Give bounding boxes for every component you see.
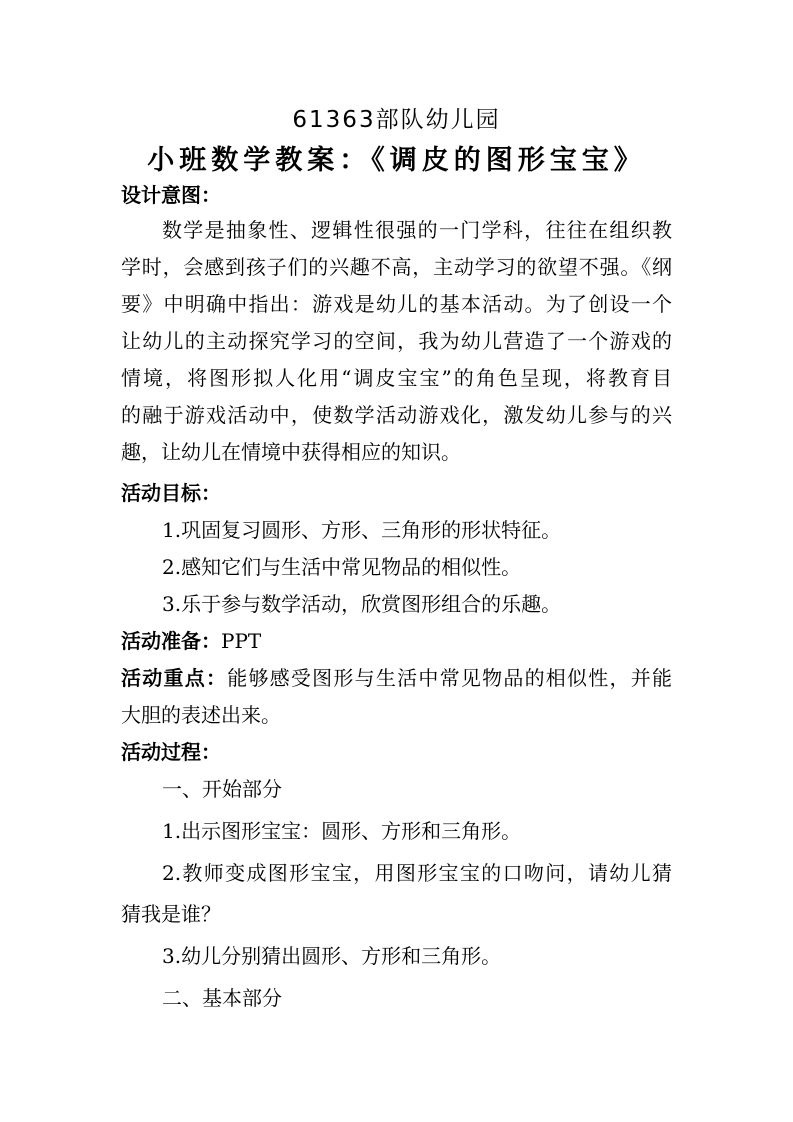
goals-heading: 活动目标： [121,481,221,505]
process-heading: 活动过程： [121,740,221,764]
goal-item: 1.巩固复习圆形、方形、三角形的形状特征。 [162,518,562,542]
goal-item: 2.感知它们与生活中常见物品的相似性。 [162,555,522,579]
design-intent-line: 的融于游戏活动中，使数学活动游戏化，激发幼儿参与的兴 [121,403,672,427]
key-point-line: 大胆的表述出来。 [121,703,281,727]
key-point-heading: 活动重点： [121,666,228,690]
goal-item: 3.乐于参与数学活动，欣赏图形组合的乐趣。 [162,592,562,616]
preparation-heading: 活动准备： [121,629,221,653]
process-item: 1.出示图形宝宝：圆形、方形和三角形。 [162,819,522,843]
design-intent-line: 要》中明确中指出：游戏是幼儿的基本活动。为了创设一个 [121,292,672,316]
process-part-heading: 一、开始部分 [162,777,282,801]
preparation-line [121,626,681,656]
design-intent-heading: 设计意图： [121,183,221,207]
design-intent-line: 学时，会感到孩子们的兴趣不高，主动学习的欲望不强。《纲 [121,255,672,279]
process-part-heading: 二、基本部分 [162,986,282,1010]
document-title-line2: 小班数学教案：《调皮的图形宝宝》 [147,145,646,176]
process-item: 2.教师变成图形宝宝，用图形宝宝的口吻问，请幼儿猜 [162,861,672,885]
key-point-text: 能够感受图形与生活中常见物品的相似性，并能 [227,666,673,690]
design-intent-line: 情境，将图形拟人化用“调皮宝宝”的角色呈现，将教育目 [121,366,672,390]
preparation-value: PPT [221,629,262,653]
process-item: 猜我是谁？ [121,902,221,926]
document-title-line1: 61363部队幼儿园 [292,107,501,133]
design-intent-line: 趣，让幼儿在情境中获得相应的知识。 [121,440,461,464]
design-intent-line: 让幼儿的主动探究学习的空间，我为幼儿营造了一个游戏的 [121,329,672,353]
key-point-line [121,663,672,693]
design-intent-line: 数学是抽象性、逻辑性很强的一门学科，往往在组织教 [162,218,672,242]
process-item: 3.幼儿分别猜出圆形、方形和三角形。 [162,944,502,968]
